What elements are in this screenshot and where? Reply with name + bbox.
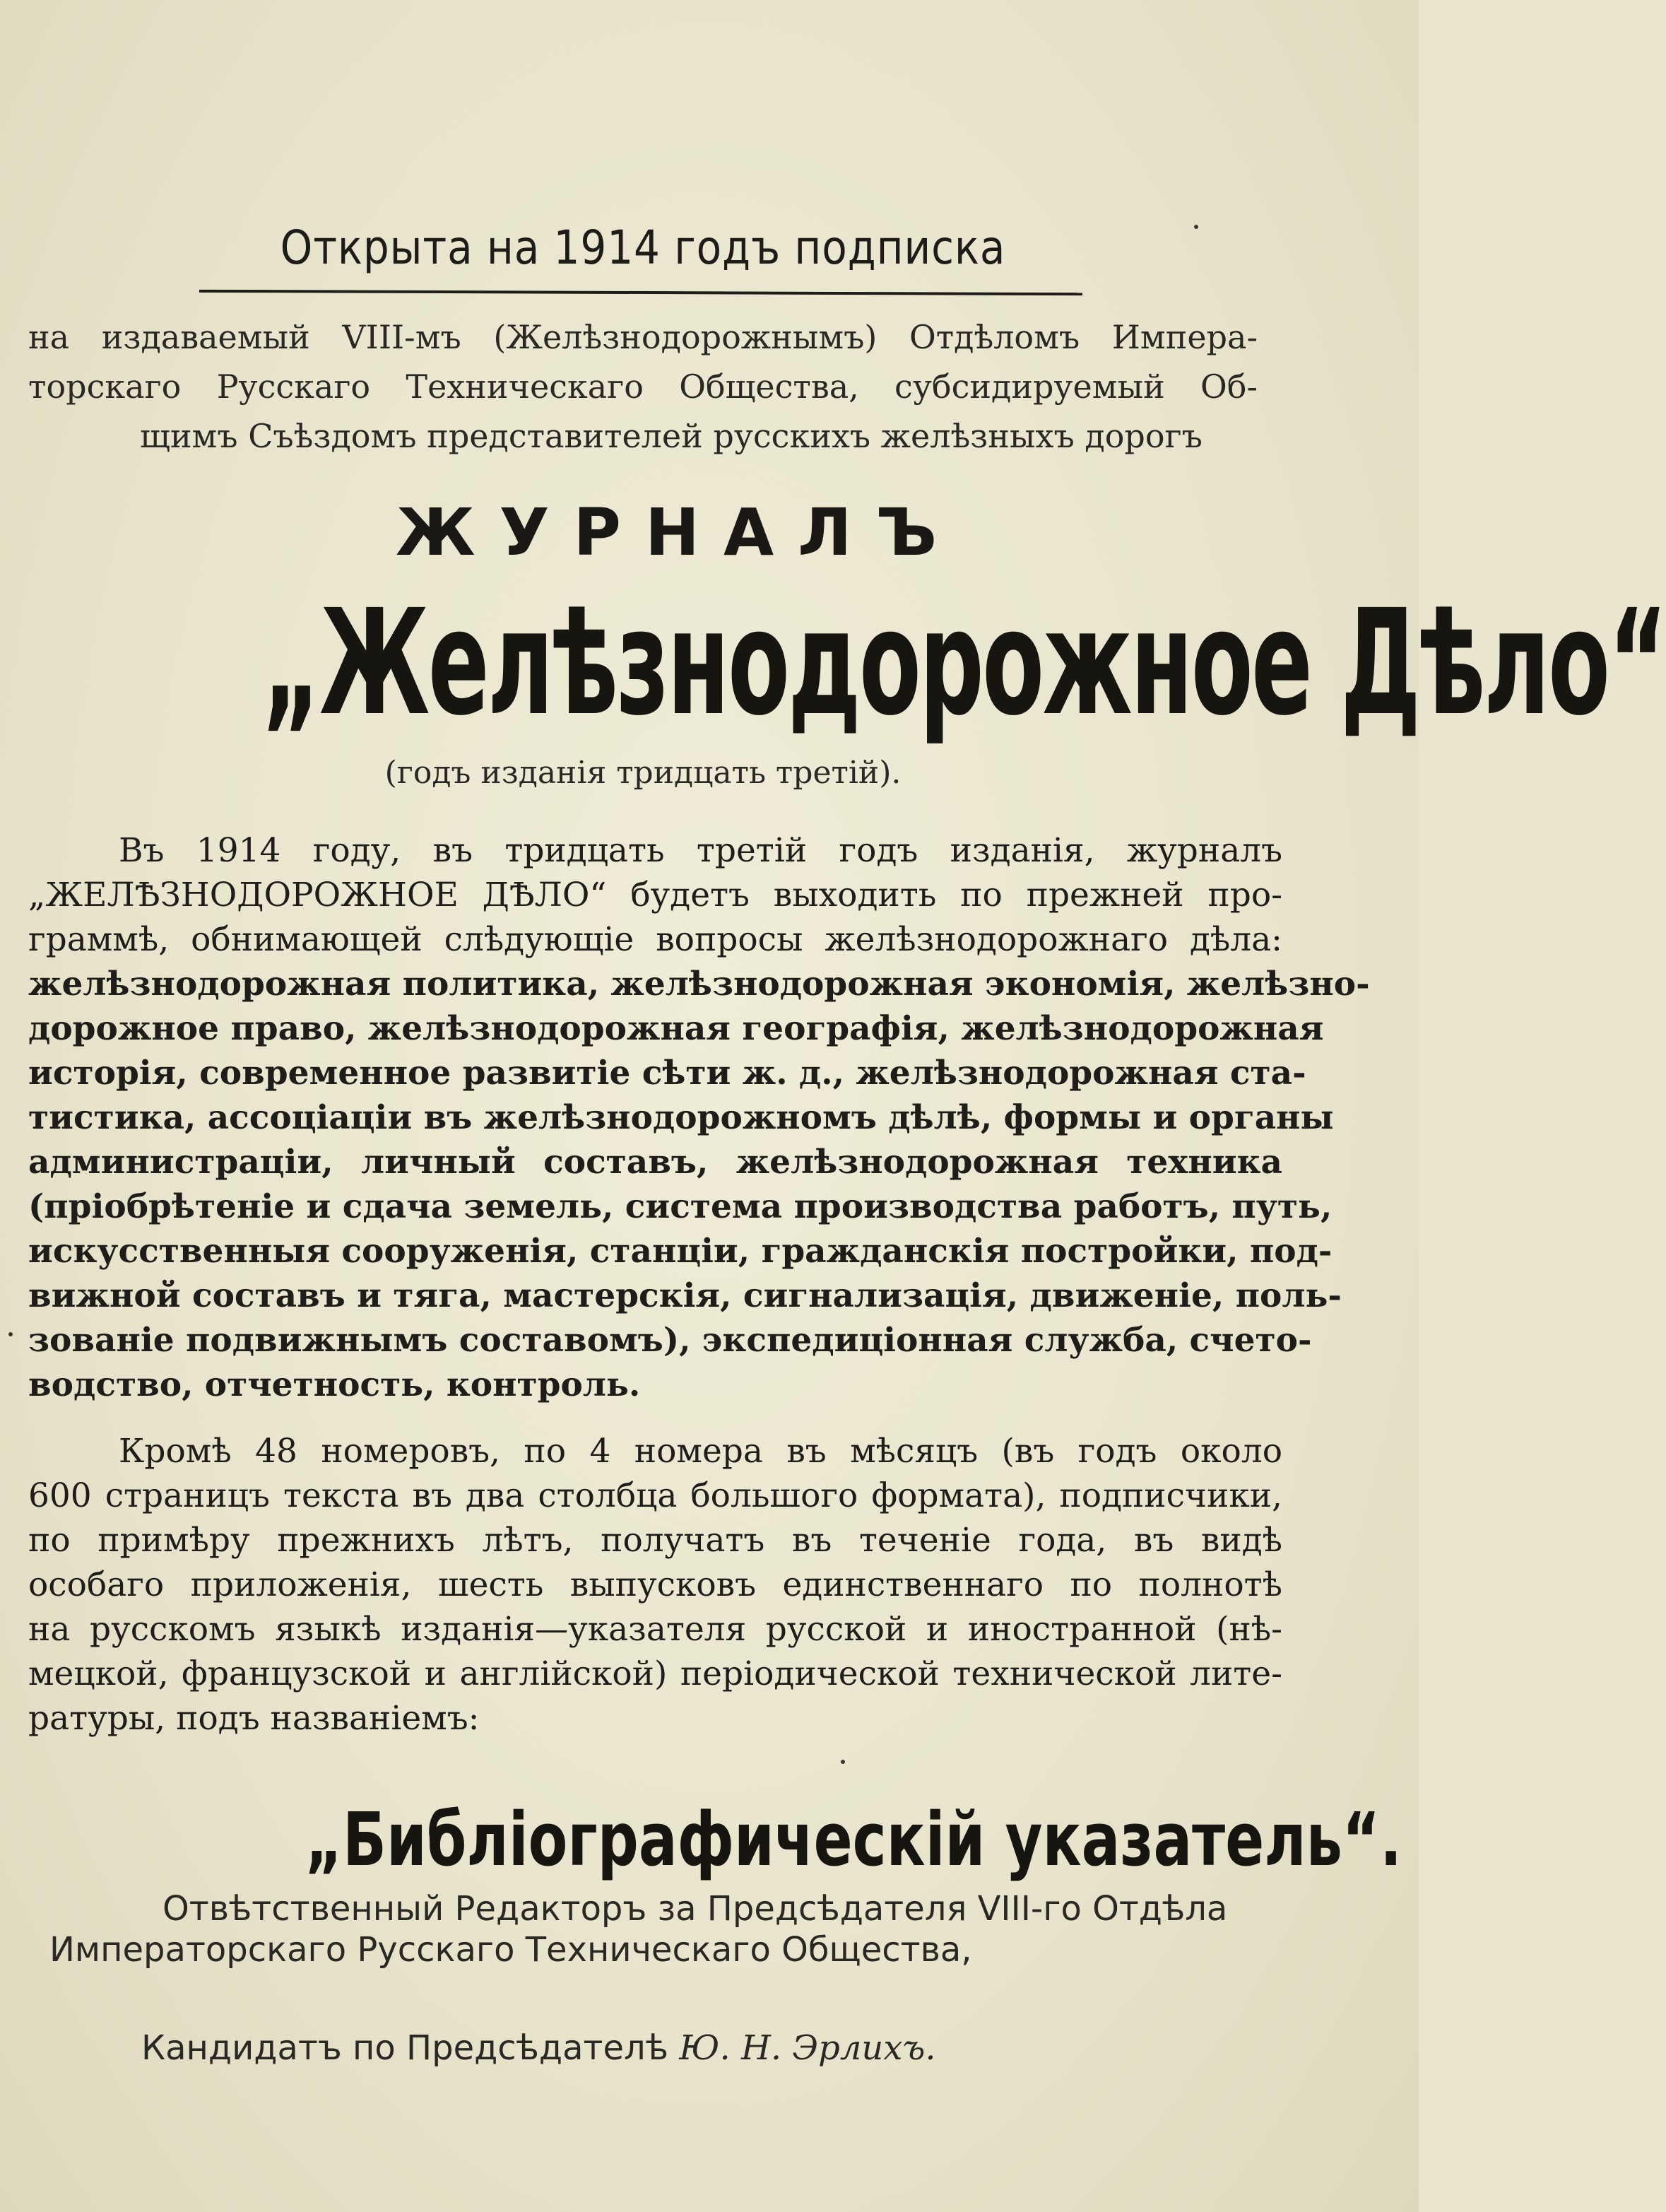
intro-line: щимъ Съѣздомъ представителей русскихъ желѣзныхъ дорогъ <box>140 417 1203 455</box>
journal-title: „Желѣзнодорожное Дѣло“ <box>261 578 1666 748</box>
subscription-heading: Открыта на 1914 годъ подписка <box>280 220 1006 275</box>
paragraph-line: на русскомъ языкѣ изданія—указателя русской и иностранной (нѣ- <box>28 1610 1282 1649</box>
paragraph-line: администраціи, личный составъ, желѣзнодорожная техника <box>28 1143 1282 1182</box>
paragraph-line: 600 страницъ текста въ два столбца большого формата), подписчики, <box>28 1476 1282 1515</box>
paragraph-line: (пріобрѣтеніе и сдача земель, система производства работъ, путь, <box>28 1187 1333 1226</box>
print-speck <box>841 1760 845 1764</box>
journal-label: ЖУРНАЛЪ <box>396 495 962 570</box>
paragraph-line: особаго приложенія, шесть выпусковъ единственнаго по полнотѣ <box>28 1565 1282 1604</box>
paragraph-line: дорожное право, желѣзнодорожная географія, желѣзнодорожная <box>28 1009 1324 1048</box>
paragraph-program <box>28 828 1370 1407</box>
intro-paragraph <box>28 312 1258 461</box>
print-speck <box>8 1332 13 1336</box>
bibliography-title: „Библіографическій указатель“. <box>305 1796 1402 1883</box>
edition-note: (годъ изданія тридцать третій). <box>384 755 902 791</box>
paragraph-line: граммѣ, обнимающей слѣдующіе вопросы желѣзнодорожнаго дѣла: <box>28 920 1282 959</box>
editor-line: Императорскаго Русскаго Техническаго Общества, <box>49 1930 972 1970</box>
paragraph-line: водство, отчетность, контроль. <box>28 1365 641 1404</box>
candidate-line <box>141 2028 1130 2068</box>
intro-line: на издаваемый VIII-мъ (Желѣзнодорожнымъ) Отдѣломъ Импера- <box>28 318 1258 356</box>
paragraph-supplement <box>28 1429 1282 1741</box>
paragraph-line: по примѣру прежнихъ лѣтъ, получатъ въ теченіе года, въ видѣ <box>28 1521 1282 1560</box>
paragraph-line: Кромѣ 48 номеровъ, по 4 номера въ мѣсяцъ (въ годъ около <box>119 1432 1282 1471</box>
paragraph-line: ратуры, подъ названіемъ: <box>28 1699 480 1738</box>
paragraph-line: вижной составъ и тяга, мастерскія, сигнализація, движеніе, поль- <box>28 1276 1342 1315</box>
paragraph-line: желѣзнодорожная политика, желѣзнодорожная экономія, желѣзно- <box>28 965 1370 1004</box>
paragraph-line: искусственныя сооруженія, станціи, гражданскія постройки, под- <box>28 1232 1333 1271</box>
print-speck <box>1194 225 1198 229</box>
paragraph-line: исторія, современное развитіе сѣти ж. д., желѣзнодорожная ста- <box>28 1054 1306 1093</box>
paragraph-line: Въ 1914 году, въ тридцать третій годъ изданія, журналъ <box>119 831 1282 870</box>
paragraph-line: зованіе подвижнымъ составомъ), экспедиціонная служба, счето- <box>28 1321 1312 1360</box>
candidate-name: Ю. Н. Эрлихъ. <box>679 2028 936 2068</box>
intro-line: торскаго Русскаго Техническаго Общества, субсидируемый Об- <box>28 367 1258 406</box>
editor-line: Отвѣтственный Редакторъ за Предсѣдателя VIII-го Отдѣла <box>163 1889 1228 1929</box>
editor-block <box>49 1888 1293 1970</box>
paragraph-line: тистика, ассоціаціи въ желѣзнодорожномъ дѣлѣ, формы и органы <box>28 1098 1334 1137</box>
paragraph-line: „ЖЕЛѢЗНОДОРОЖНОЕ ДѢЛО“ будетъ выходить по прежней про- <box>28 876 1282 914</box>
candidate-prefix: Кандидатъ по Предсѣдателѣ <box>141 2028 668 2068</box>
paragraph-line: мецкой, французской и англійской) періодической технической лите- <box>28 1654 1282 1693</box>
